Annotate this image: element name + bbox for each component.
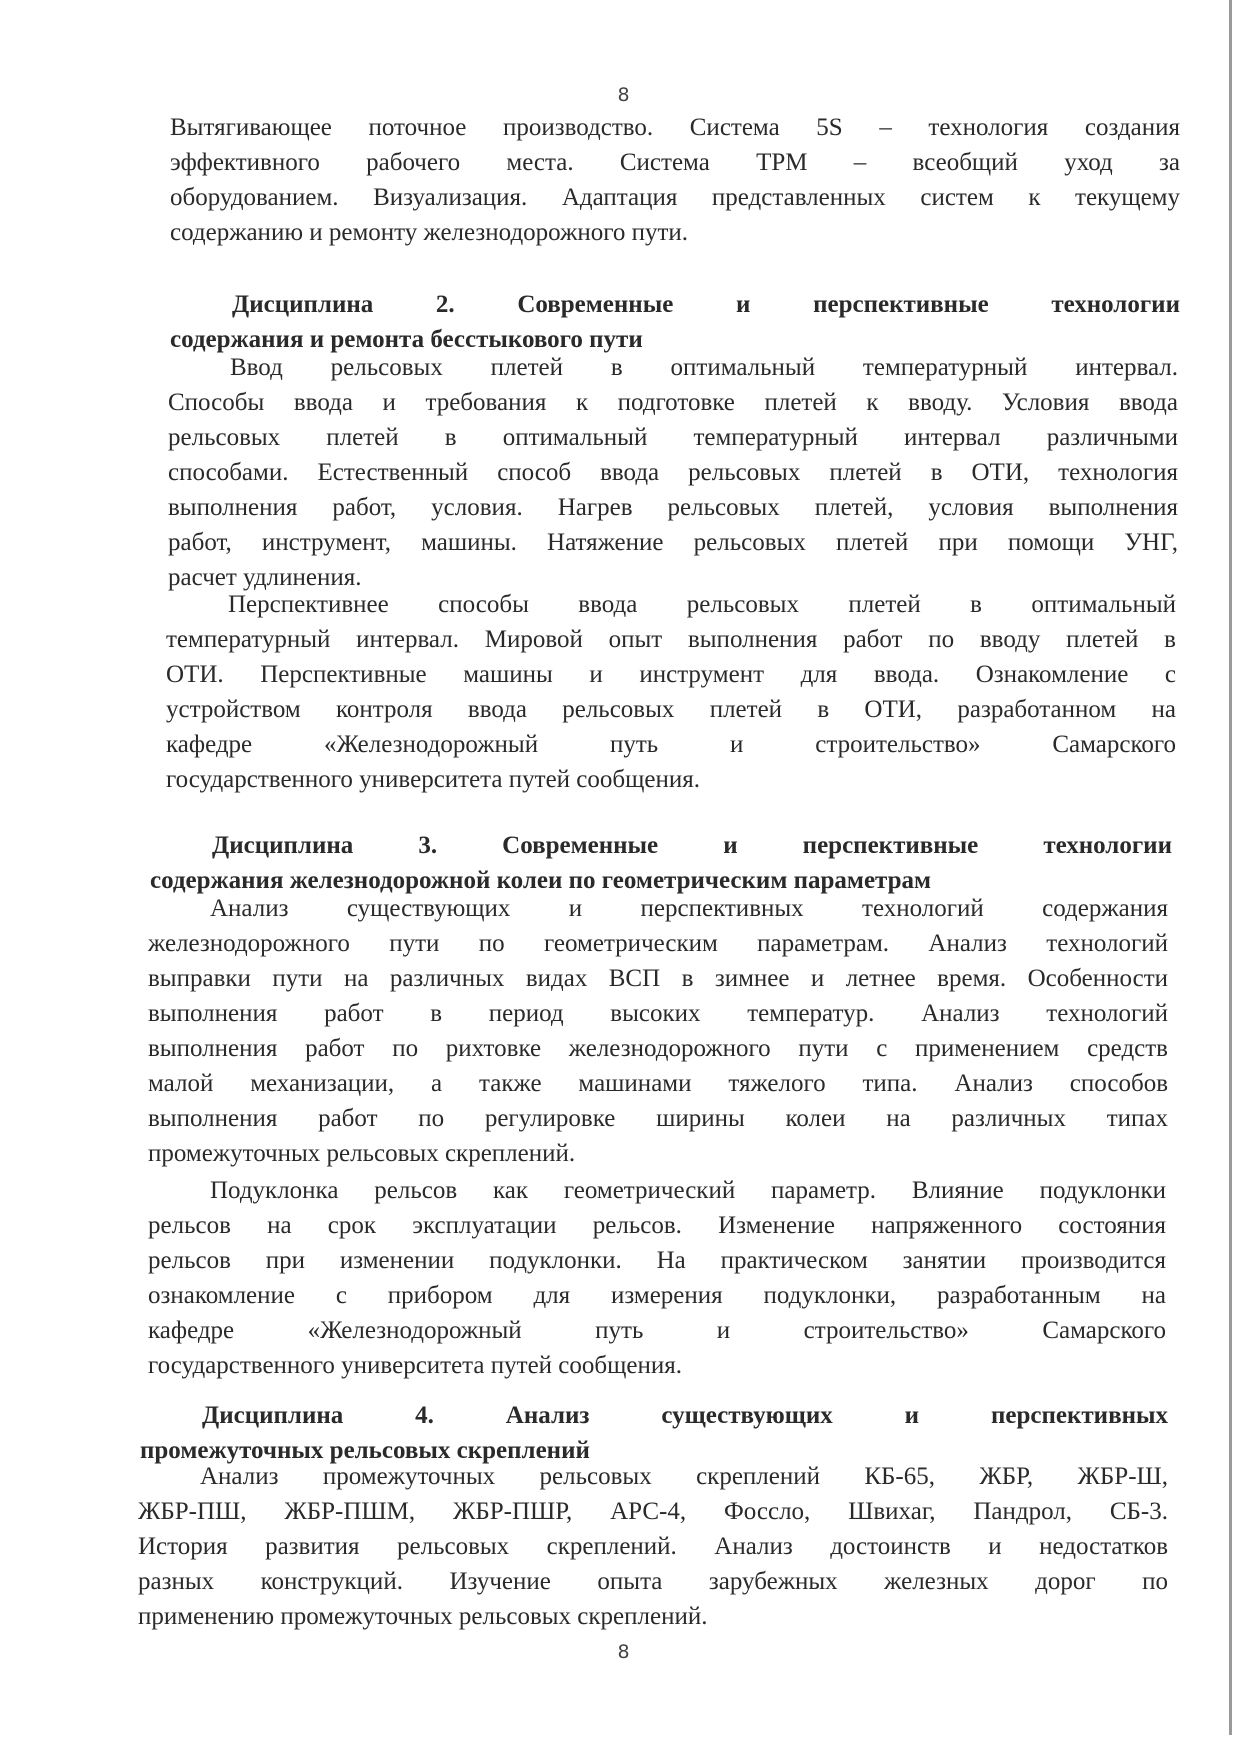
text-line: малой механизации, а также машинами тяжелого типа. Анализ способов <box>148 1070 1168 1097</box>
text-line: выполнения работ, условия. Нагрев рельсовых плетей, условия выполнения <box>168 494 1178 521</box>
discipline-3-heading <box>150 828 1172 898</box>
intro-paragraph <box>170 110 1180 250</box>
text-line: Дисциплина 2. Современные и перспективные технологии <box>232 291 1180 318</box>
text-line: промежуточных рельсовых скреплений. <box>148 1140 576 1167</box>
text-line: способами. Естественный способ ввода рельсовых плетей в ОТИ, технология <box>168 459 1178 486</box>
text-line: работ, инструмент, машины. Натяжение рельсовых плетей при помощи УНГ, <box>168 529 1178 556</box>
text-line: ознакомление с прибором для измерения подуклонки, разработанным на <box>148 1282 1166 1309</box>
page-number-bottom: 8 <box>617 1641 630 1663</box>
text-line: Анализ существующих и перспективных технологий содержания <box>210 895 1168 922</box>
text-line: эффективного рабочего места. Система ТРМ – всеобщий уход за <box>170 149 1180 176</box>
text-line: железнодорожного пути по геометрическим параметрам. Анализ технологий <box>148 930 1168 957</box>
text-line: оборудованием. Визуализация. Адаптация представленных систем к текущему <box>170 184 1180 211</box>
text-line: содержания железнодорожной колеи по геометрическим параметрам <box>150 867 932 894</box>
text-line: рельсов на срок эксплуатации рельсов. Изменение напряженного состояния <box>148 1212 1166 1239</box>
discipline-4-paragraph-1 <box>138 1459 1168 1634</box>
discipline-3-paragraph-1 <box>148 891 1168 1171</box>
discipline-2-paragraph-1 <box>168 350 1178 595</box>
text-line: выправки пути на различных видах ВСП в зимнее и летнее время. Особенности <box>148 965 1168 992</box>
page-number-top: 8 <box>617 84 630 106</box>
text-line: применению промежуточных рельсовых скреплений. <box>138 1603 708 1630</box>
text-line: содержанию и ремонту железнодорожного пути. <box>170 219 689 246</box>
scan-edge-line <box>1229 0 1232 1735</box>
text-line: выполнения работ по рихтовке железнодорожного пути с применением средств <box>148 1035 1168 1062</box>
text-line: разных конструкций. Изучение опыта зарубежных железных дорог по <box>138 1568 1168 1595</box>
text-line: Способы ввода и требования к подготовке плетей к вводу. Условия ввода <box>168 389 1178 416</box>
text-line: Анализ промежуточных рельсовых скреплений КБ-65, ЖБР, ЖБР-Ш, <box>200 1463 1168 1490</box>
text-line: государственного университета путей сообщения. <box>166 766 700 793</box>
discipline-3-paragraph-2 <box>148 1173 1166 1383</box>
text-line: рельсовых плетей в оптимальный температурный интервал различными <box>168 424 1178 451</box>
text-line: Дисциплина 4. Анализ существующих и перспективных <box>202 1402 1168 1429</box>
text-line: температурный интервал. Мировой опыт выполнения работ по вводу плетей в <box>166 626 1176 653</box>
text-line: кафедре «Железнодорожный путь и строительство» Самарского <box>148 1317 1166 1344</box>
text-line: ОТИ. Перспективные машины и инструмент для ввода. Ознакомление с <box>166 661 1176 688</box>
text-line: кафедре «Железнодорожный путь и строительство» Самарского <box>166 731 1176 758</box>
text-line: Вытягивающее поточное производство. Система 5S – технология создания <box>170 114 1180 141</box>
text-line: устройством контроля ввода рельсовых плетей в ОТИ, разработанном на <box>166 696 1176 723</box>
discipline-4-heading <box>140 1398 1168 1468</box>
text-line: выполнения работ в период высоких температур. Анализ технологий <box>148 1000 1168 1027</box>
text-line: Ввод рельсовых плетей в оптимальный температурный интервал. <box>230 354 1178 381</box>
text-line: Дисциплина 3. Современные и перспективные технологии <box>212 832 1172 859</box>
text-line: рельсов при изменении подуклонки. На практическом занятии производится <box>148 1247 1166 1274</box>
discipline-2-heading <box>170 287 1180 357</box>
text-line: выполнения работ по регулировке ширины колеи на различных типах <box>148 1105 1168 1132</box>
text-line: государственного университета путей сообщения. <box>148 1352 682 1379</box>
text-line: Перспективнее способы ввода рельсовых плетей в оптимальный <box>228 591 1176 618</box>
text-line: содержания и ремонта бесстыкового пути <box>170 326 643 353</box>
discipline-2-paragraph-2 <box>166 587 1176 797</box>
text-line: расчет удлинения. <box>168 564 362 591</box>
text-line: промежуточных рельсовых скреплений <box>140 1437 590 1464</box>
text-line: История развития рельсовых скреплений. Анализ достоинств и недостатков <box>138 1533 1168 1560</box>
text-line: ЖБР-ПШ, ЖБР-ПШМ, ЖБР-ПШР, АРС-4, Фоссло, Швихаг, Пандрол, СБ-3. <box>138 1498 1168 1525</box>
text-line: Подуклонка рельсов как геометрический параметр. Влияние подуклонки <box>210 1177 1166 1204</box>
